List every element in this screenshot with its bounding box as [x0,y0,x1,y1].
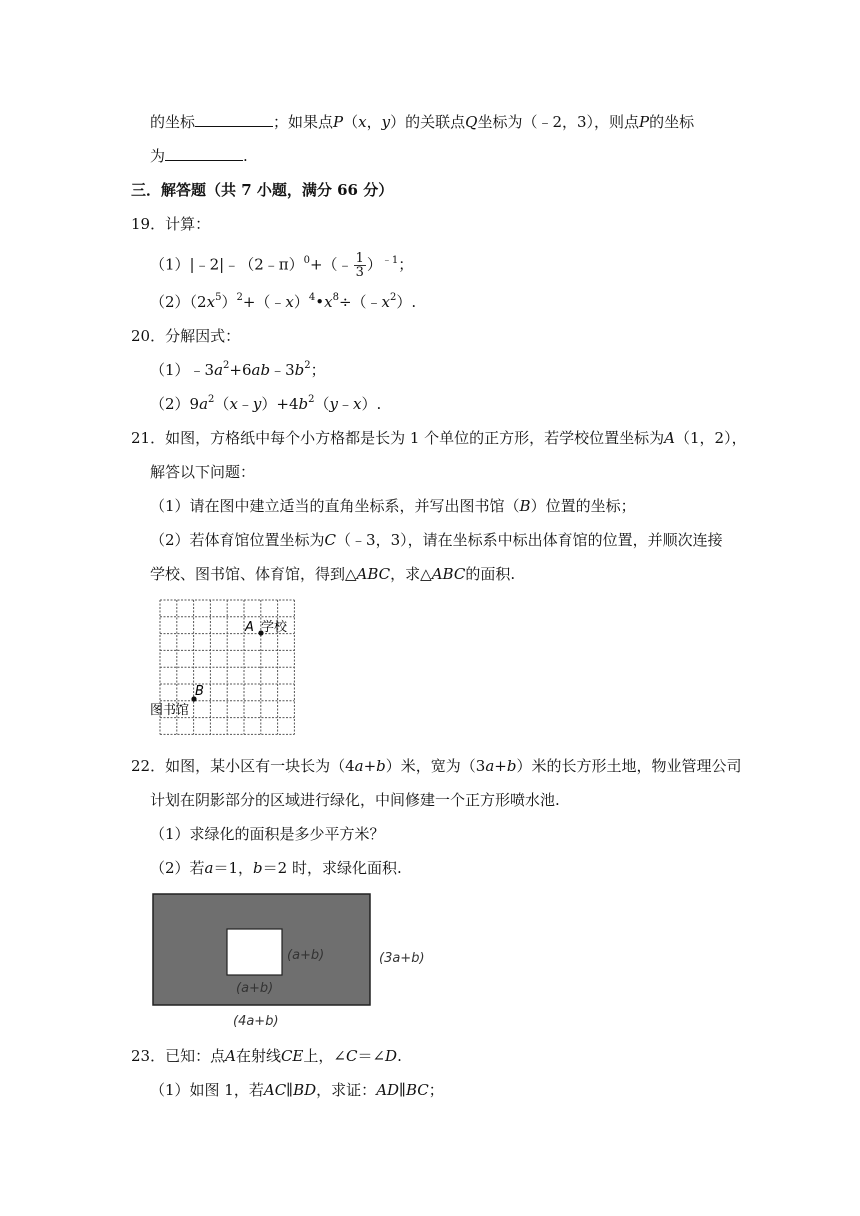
q23-line-2: （1）如图 1，若AC∥BD，求证：AD∥BC； [150,1081,444,1099]
q20-part-1: $(1)﹣3a^2+6ab﹣3b^2$； [150,360,326,379]
q21-line-1: 21．如图，方格纸中每个小方格都是长为 1 个单位的正方形，若学校位置坐标为A（1，2）， [131,429,747,447]
q21-line-2: 解答以下问题： [150,463,256,481]
label-outer-right: (3a+b) [379,951,425,966]
green-area-figure [150,888,430,1033]
answer-blank-2 [165,146,243,161]
label-outer-bottom: (4a+b) [233,1014,279,1029]
q23-line-1: 23．已知：点A在射线CE上，∠C＝∠D. [131,1047,402,1065]
q20-part-2: $(2)9a^2(x﹣y)+4b^2(y﹣x)$. [150,394,382,413]
q20-title: 20．分解因式： [131,327,241,345]
section-heading: 三．解答题（共 7 小题，满分 66 分） [131,181,394,199]
label-library: 图书馆 [150,703,190,718]
label-inner-bottom: (a+b) [236,981,274,996]
fountain-square [227,929,282,975]
label-point-b: B [195,684,204,699]
q21-line-3: （1）请在图中建立适当的直角坐标系，并写出图书馆（B）位置的坐标； [150,497,636,515]
label-inner-right: (a+b) [287,948,325,963]
q18-line-1: 的坐标 ；如果点P（x，y）的关联点Q坐标为（﹣2，3），则点P的坐标 [150,113,695,131]
q22-line-2: 计划在阴影部分的区域进行绿化，中间修建一个正方形喷水池. [150,791,560,809]
answer-blank-1 [195,112,273,127]
q19-title: 19．计算： [131,215,211,233]
q18-line-2: 为 . [150,147,248,165]
label-school: 学校 [261,620,288,635]
q21-line-4: （2）若体育馆位置坐标为C（﹣3，3），请在坐标系中标出体育馆的位置，并顺次连接 [150,531,723,549]
label-point-a: A [245,620,254,635]
grid-map-figure [150,598,302,738]
q22-line-4: （2）若a＝1，b＝2 时，求绿化面积. [150,859,402,877]
q19-part-1: （1）|﹣2|﹣（2﹣π）$^0$+（﹣ $\frac{1}{3}$ ）$^{﹣1}$； [150,251,414,280]
q22-line-1: 22．如图，某小区有一块长为（4a+b）米，宽为（3a+b）米的长方形土地，物业管理公司 [131,757,742,775]
fraction-one-third: $\frac{1}{3}$ [355,251,364,280]
q22-line-3: （1）求绿化的面积是多少平方米？ [150,825,385,843]
q19-part-2: $(2)(2x^5)^2+(﹣x)^4•x^8\div(﹣x^2)$. [150,292,417,311]
q21-line-5: 学校、图书馆、体育馆，得到△ABC，求△ABC的面积. [150,565,516,583]
